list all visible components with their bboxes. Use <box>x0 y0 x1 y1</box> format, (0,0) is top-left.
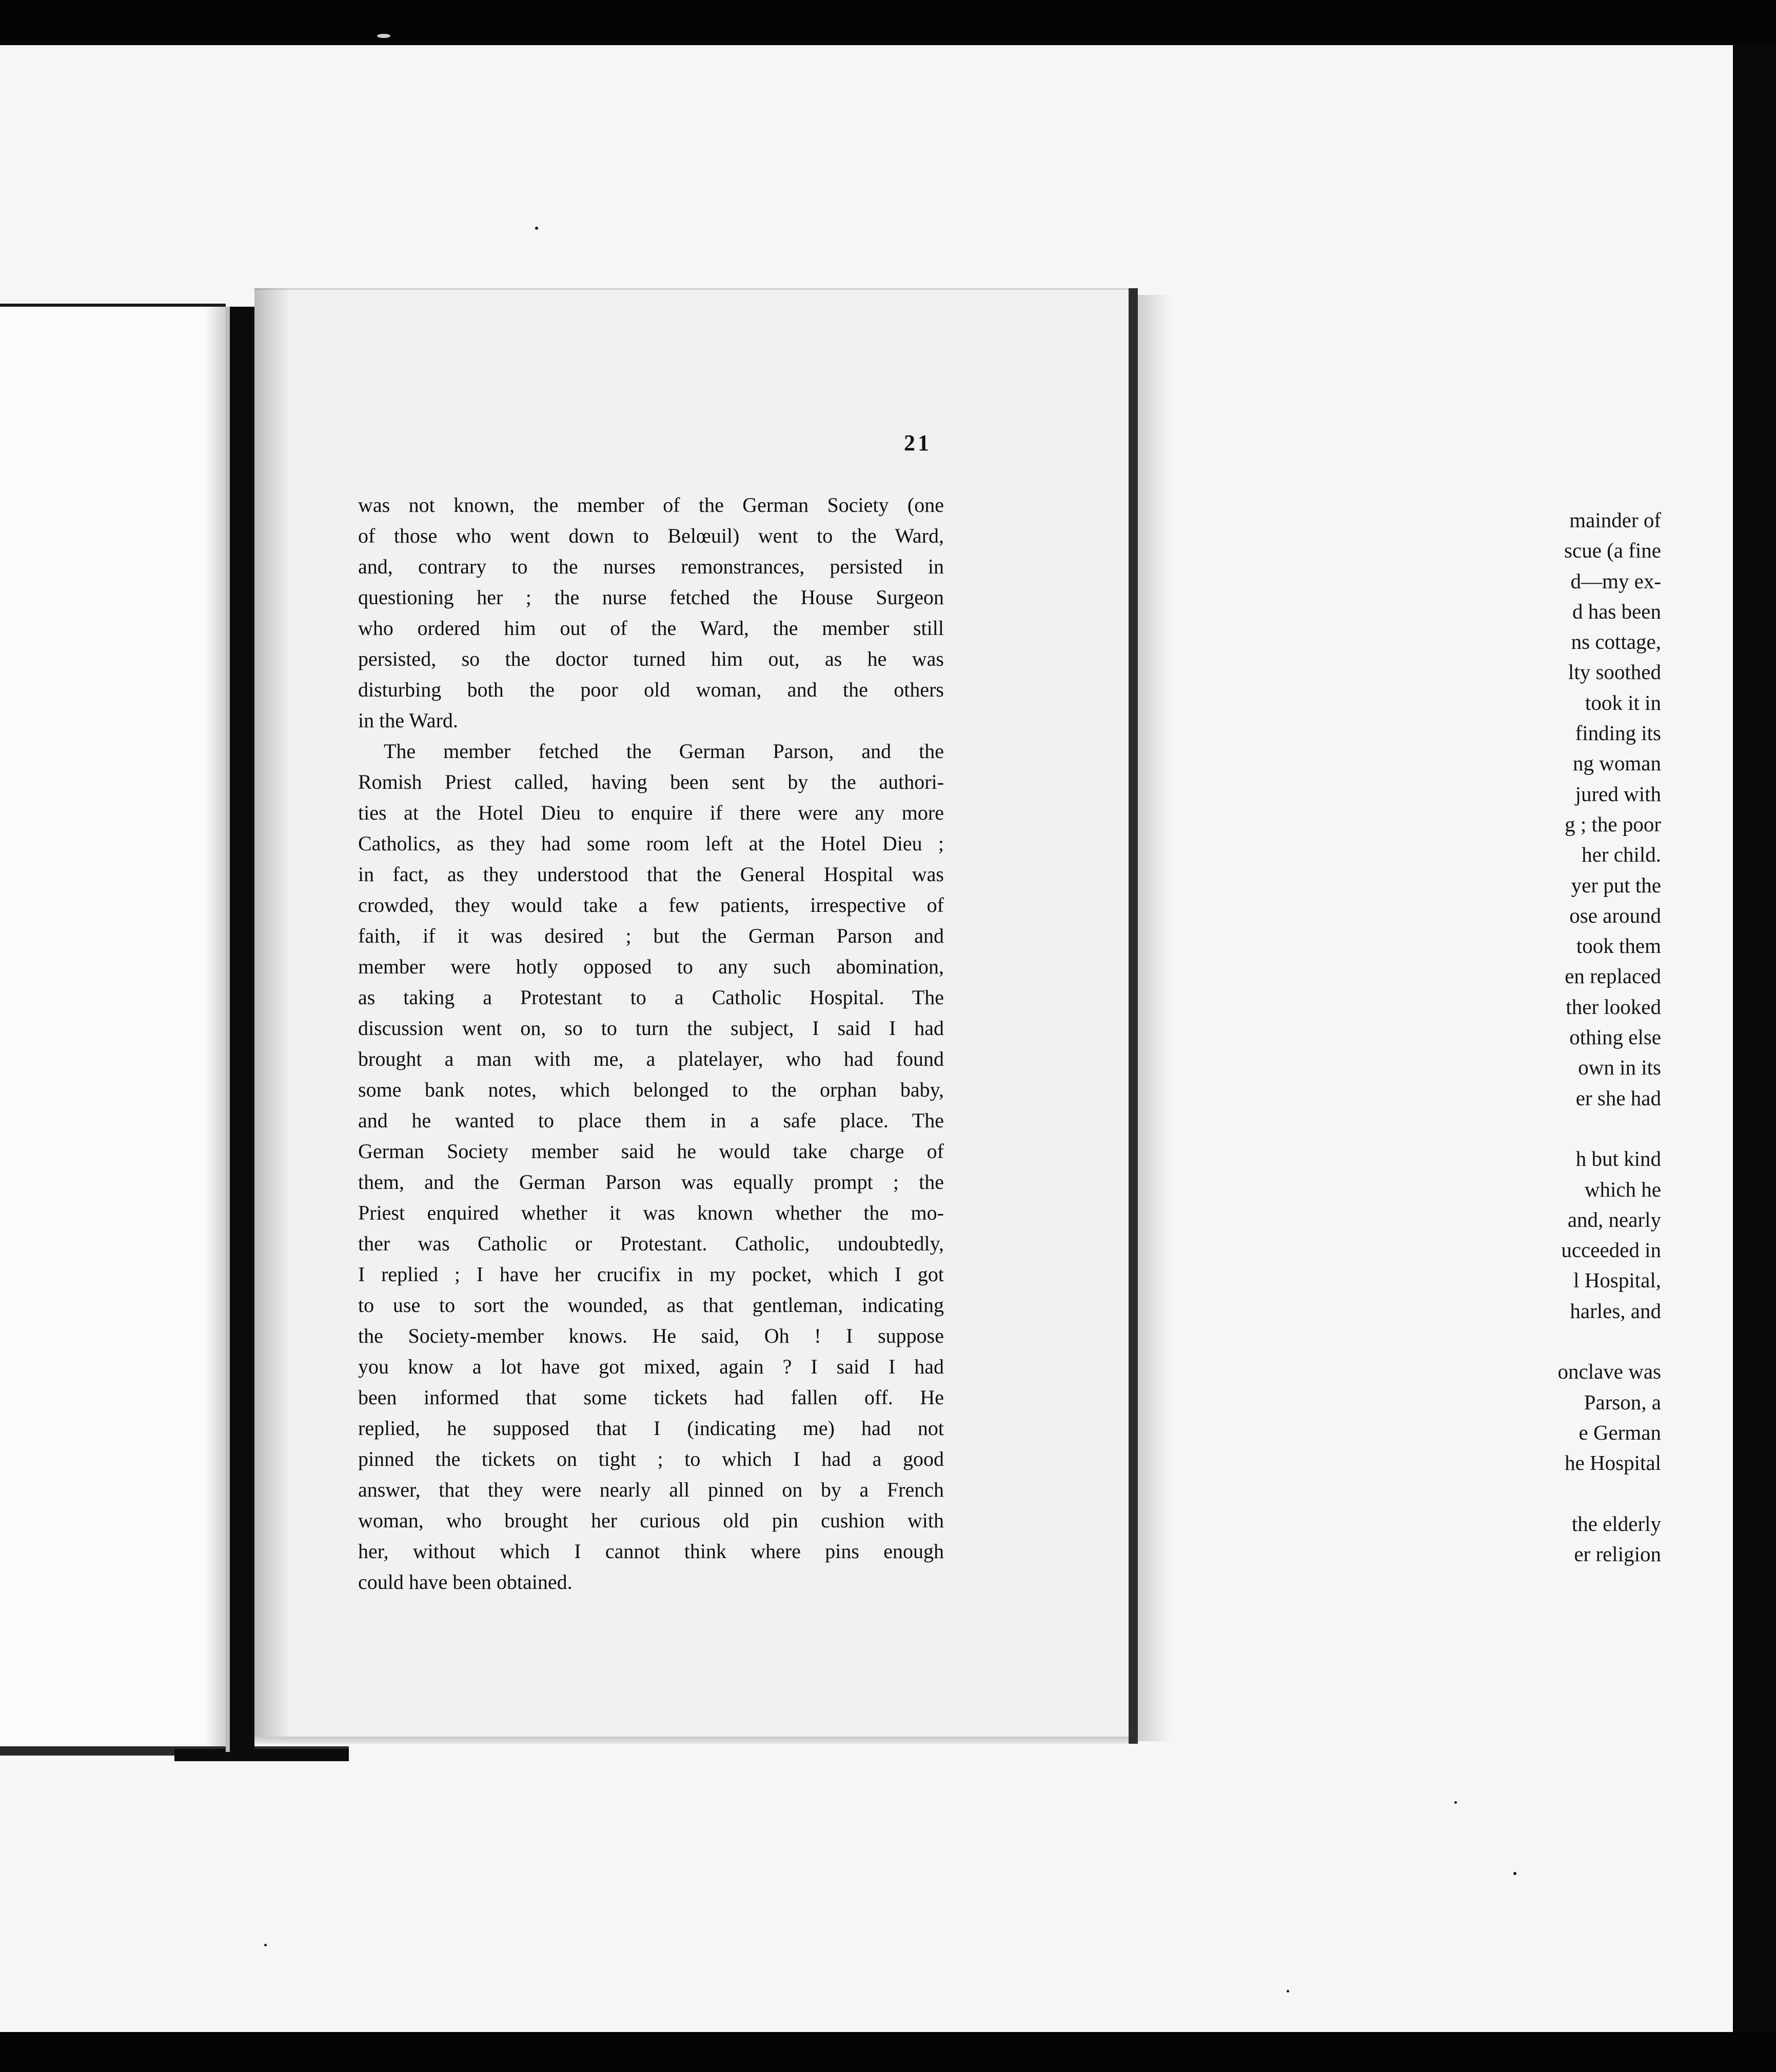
text-line: ther was Catholic or Protestant. Catholic, undoubtedly, <box>358 1232 944 1255</box>
text-line: I replied ; I have her crucifix in my pocket, which I got <box>358 1263 944 1286</box>
left-page-line: he Hospital <box>1565 1451 1661 1475</box>
text-line: disturbing both the poor old woman, and the others <box>358 678 944 701</box>
dust-speck <box>1287 1990 1289 1993</box>
text-line: some bank notes, which belonged to the orphan baby, <box>358 1078 944 1101</box>
text-line: Catholics, as they had some room left at the Hotel Dieu ; <box>358 832 944 855</box>
left-page-line: othing else <box>1569 1025 1661 1049</box>
left-page-line: ther looked <box>1566 994 1661 1019</box>
paragraph-2 <box>358 736 944 1598</box>
book-gutter <box>230 307 254 1752</box>
text-line: woman, who brought her curious old pin cushion with <box>358 1509 944 1532</box>
text-line: ties at the Hotel Dieu to enquire if there were any more <box>358 801 944 824</box>
left-page-line: took them <box>1576 934 1661 958</box>
text-line: discussion went on, so to turn the subject, I said I had <box>358 1017 944 1040</box>
text-line: could have been obtained. <box>358 1570 573 1593</box>
text-line: of those who went down to Belœuil) went to the Ward, <box>358 524 944 547</box>
left-page-line: and, nearly <box>1567 1207 1661 1231</box>
left-page-line: h but kind <box>1575 1147 1661 1171</box>
scan-frame-top <box>0 0 1776 45</box>
left-page-line: e German <box>1578 1420 1661 1444</box>
text-line: The member fetched the German Parson, and the <box>384 740 944 763</box>
right-page-gutter-shade <box>254 288 290 1738</box>
left-page-curve-shadow <box>205 307 226 1758</box>
text-line: Priest enquired whether it was known whether the mo- <box>358 1201 944 1224</box>
text-line: answer, that they were nearly all pinned on by a French <box>358 1478 944 1501</box>
left-page-line: ng woman <box>1573 751 1661 775</box>
left-page-line: her child. <box>1582 843 1661 867</box>
dust-speck <box>1454 1801 1457 1804</box>
text-line: as taking a Protestant to a Catholic Hospital. The <box>358 986 944 1009</box>
text-line: in fact, as they understood that the General Hospital was <box>358 863 944 886</box>
scan-frame-bottom <box>0 2032 1776 2072</box>
text-line: German Society member said he would take charge of <box>358 1140 944 1163</box>
left-page-line: took it in <box>1585 690 1661 714</box>
book-binding-tab <box>174 1749 349 1761</box>
left-page-line: jured with <box>1575 782 1661 806</box>
left-page-line: d—my ex- <box>1570 569 1661 593</box>
left-page-line: finding its <box>1575 721 1661 745</box>
text-line: replied, he supposed that I (indicating me) had not <box>358 1417 944 1440</box>
left-page-line <box>1435 1479 1661 1509</box>
text-line: questioning her ; the nurse fetched the House Surgeon <box>358 586 944 609</box>
text-line: been informed that some tickets had fallen off. He <box>358 1386 944 1409</box>
left-page-line: ucceeded in <box>1561 1238 1661 1262</box>
text-line: was not known, the member of the German Society (one <box>358 493 944 516</box>
left-page-line: en replaced <box>1565 964 1661 988</box>
text-line: and he wanted to place them in a safe place. The <box>358 1109 944 1132</box>
right-page-fore-edge <box>1129 288 1138 1744</box>
dust-speck <box>377 34 390 38</box>
left-page-line: scue (a fine <box>1564 539 1661 563</box>
left-page-line: the elderly <box>1571 1511 1661 1536</box>
scan-frame-right <box>1733 45 1776 2032</box>
right-page-bottom-edge <box>254 1737 1138 1744</box>
left-page-line: er religion <box>1574 1542 1661 1566</box>
left-page-line: harles, and <box>1570 1299 1661 1323</box>
left-page-line: own in its <box>1578 1055 1661 1080</box>
page-number: 21 <box>904 430 932 455</box>
left-page-line: d has been <box>1572 599 1661 623</box>
right-page-shadow <box>1138 295 1171 1741</box>
text-line: and, contrary to the nurses remonstrances, persisted in <box>358 555 944 578</box>
left-page-line: er she had <box>1575 1086 1661 1110</box>
text-line: persisted, so the doctor turned him out, as he was <box>358 647 944 670</box>
text-line: in the Ward. <box>358 709 458 732</box>
left-page-line: ose around <box>1569 903 1661 927</box>
dust-speck <box>535 227 538 230</box>
left-page-line: onclave was <box>1557 1360 1661 1384</box>
text-line: her, without which I cannot think where pins enough <box>358 1540 944 1563</box>
text-line: brought a man with me, a platelayer, who had found <box>358 1047 944 1070</box>
text-line: crowded, they would take a few patients, irrespective of <box>358 893 944 917</box>
left-page-line <box>1435 1113 1661 1144</box>
left-page-line: lty soothed <box>1568 660 1661 684</box>
left-page-line: g ; the poor <box>1565 812 1661 836</box>
text-line: member were hotly opposed to any such abomination, <box>358 955 944 978</box>
left-page-line: Parson, a <box>1584 1390 1661 1414</box>
text-line: to use to sort the wounded, as that gentleman, indicating <box>358 1293 944 1317</box>
left-page-line: mainder of <box>1569 508 1661 532</box>
left-page-line <box>1435 1326 1661 1357</box>
text-line: them, and the German Parson was equally prompt ; the <box>358 1170 944 1193</box>
text-line: Romish Priest called, having been sent by the authori- <box>358 770 944 793</box>
dust-speck <box>1513 1872 1516 1875</box>
text-line: who ordered him out of the Ward, the member still <box>358 616 944 640</box>
text-line: faith, if it was desired ; but the German Parson and <box>358 924 944 947</box>
text-line: you know a lot have got mixed, again ? I said I had <box>358 1355 944 1378</box>
dust-speck <box>264 1944 267 1946</box>
left-page-text <box>1435 505 1661 1569</box>
left-page-line: ns cottage, <box>1571 630 1661 654</box>
left-book-page <box>0 304 226 1761</box>
text-line: pinned the tickets on tight ; to which I had a good <box>358 1447 944 1470</box>
left-page-line: yer put the <box>1571 873 1661 897</box>
page-body-text <box>358 490 944 1598</box>
left-page-line: which he <box>1584 1177 1661 1201</box>
left-page-line: l Hospital, <box>1573 1268 1661 1292</box>
text-line: the Society-member knows. He said, Oh ! I suppose <box>358 1324 944 1347</box>
paragraph-1 <box>358 490 944 736</box>
